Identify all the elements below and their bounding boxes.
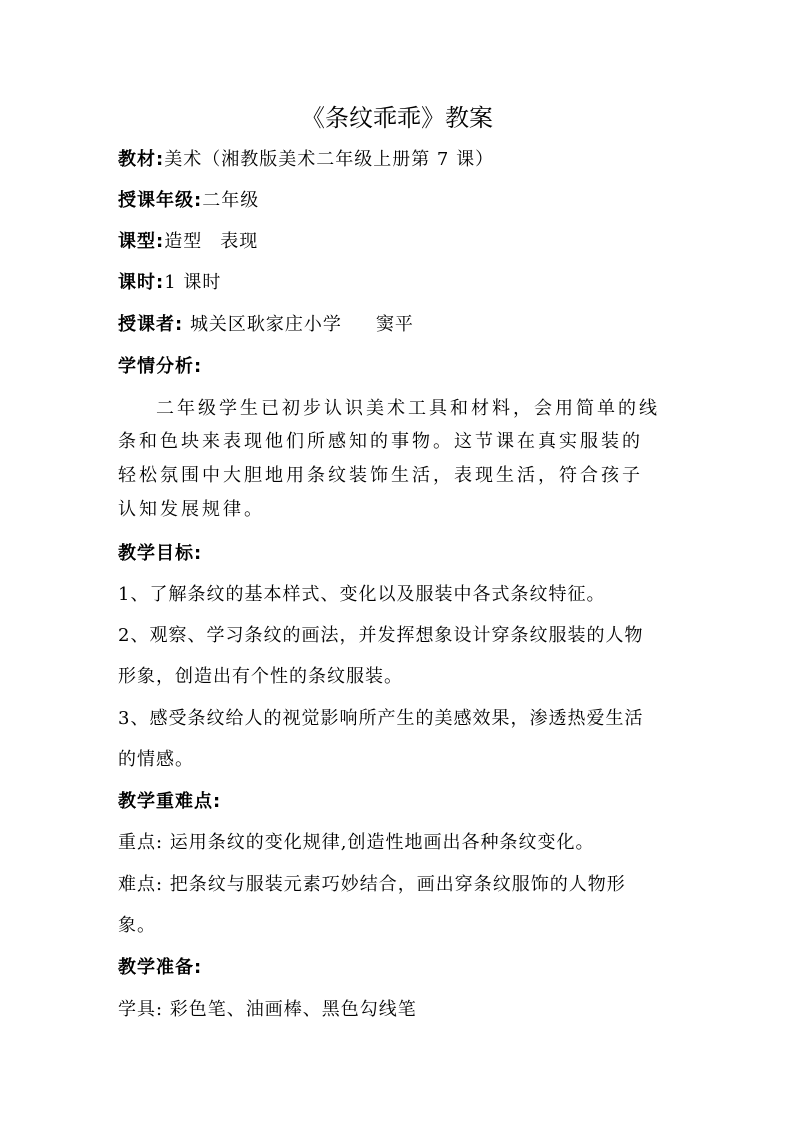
grade-value: 二年级 (202, 190, 260, 211)
teacher-name: 窦平 (375, 314, 414, 335)
key-points-heading: 教学重难点: (118, 791, 222, 812)
analysis-heading: 学情分析: (118, 356, 203, 377)
grade-label: 授课年级: (118, 190, 203, 211)
analysis-line: 轻松氛围中大胆地用条纹装饰生活，表现生活，符合孩子 (118, 465, 643, 486)
lesson-hours-label: 课时: (118, 272, 165, 293)
objective-line: 2、观察、学习条纹的画法，并发挥想象设计穿条纹服装的人物 (118, 625, 644, 646)
preparation-heading: 教学准备: (118, 957, 203, 978)
lesson-hours-value: 1 课时 (164, 272, 222, 293)
lesson-type-line (118, 227, 258, 257)
objective-line: 3、感受条纹给人的视觉影响所产生的美感效果，渗透热爱生活 (118, 708, 644, 729)
textbook-label: 教材: (118, 149, 165, 170)
key-point-line: 难点: 把条纹与服装元素巧妙结合，画出穿条纹服饰的人物形 (118, 874, 626, 895)
preparation-line: 学具: 彩色笔、油画棒、黑色勾线笔 (118, 999, 417, 1020)
teacher-school: 城关区耿家庄小学 (189, 314, 342, 335)
lesson-type-label: 课型: (118, 231, 165, 252)
objective-line: 形象，创造出有个性的条纹服装。 (118, 666, 403, 687)
teacher-line (118, 310, 414, 340)
key-point-line: 象。 (118, 915, 156, 936)
teacher-label: 授课者: (118, 314, 184, 335)
analysis-line: 二年级学生已初步认识美术工具和材料，会用简单的线 (156, 398, 660, 419)
objective-line: 1、了解条纹的基本样式、变化以及服装中各式条纹特征。 (118, 584, 606, 605)
lesson-type-value-2: 表现 (220, 231, 259, 252)
analysis-line: 认知发展规律。 (118, 499, 265, 520)
lesson-hours-line (118, 268, 221, 298)
lesson-type-value-1: 造型 (164, 231, 203, 252)
key-point-line: 重点: 运用条纹的变化规律,创造性地画出各种条纹变化。 (118, 832, 595, 853)
textbook-line (118, 145, 494, 175)
objectives-heading: 教学目标: (118, 543, 203, 564)
textbook-value: 美术（湘教版美术二年级上册第 7 课） (164, 149, 495, 170)
objective-line: 的情感。 (118, 749, 194, 770)
grade-line (118, 186, 259, 216)
analysis-line: 条和色块来表现他们所感知的事物。这节课在真实服装的 (118, 431, 643, 452)
page-title: 《条纹乖乖》教案 (301, 104, 493, 132)
